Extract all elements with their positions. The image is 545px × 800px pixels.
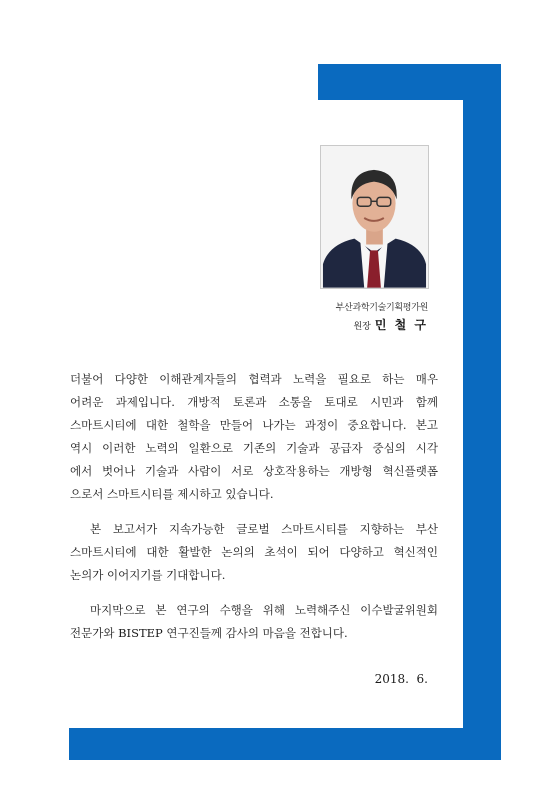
blue-frame-bottom (69, 728, 501, 760)
portrait-photo (320, 145, 429, 289)
body-line: 역시 이러한 노력의 일환으로 기존의 기술과 공급자 중심의 시각 (70, 441, 438, 455)
body-text (70, 368, 438, 645)
paragraph-gap (70, 587, 438, 599)
caption-name: 민 철 구 (374, 318, 428, 332)
date-line: 2018. 6. (374, 672, 428, 686)
caption-name-row (300, 314, 428, 333)
portrait-illustration (321, 146, 428, 288)
caption-organization: 부산과학기술기획평가원 (335, 303, 428, 313)
body-line: 더불어 다양한 이해관계자들의 협력과 노력을 필요로 하는 매우 (70, 372, 438, 386)
body-line: 전문가와 BISTEP 연구진들께 감사의 마음을 전합니다. (70, 626, 348, 640)
body-line: 마지막으로 본 연구의 수행을 위해 노력해주신 이수발굴위원회 (90, 603, 438, 617)
caption-role: 원장 (353, 322, 371, 332)
paragraph-gap (70, 506, 438, 518)
body-line: 스마트시티에 대한 철학을 만들어 나가는 과정이 중요합니다. 본고 (70, 418, 438, 432)
body-line: 논의가 이어지기를 기대합니다. (70, 568, 226, 582)
body-line: 어려운 과제입니다. 개방적 토론과 소통을 토대로 시민과 함께 (70, 395, 438, 409)
body-line: 에서 벗어나 기술과 사람이 서로 상호작용하는 개방형 혁신플랫폼 (70, 464, 438, 478)
body-line: 스마트시티에 대한 활발한 논의의 초석이 되어 다양하고 혁신적인 (70, 545, 438, 559)
body-line: 으로서 스마트시티를 제시하고 있습니다. (70, 487, 274, 501)
body-line: 본 보고서가 지속가능한 글로벌 스마트시티를 지향하는 부산 (90, 522, 438, 536)
